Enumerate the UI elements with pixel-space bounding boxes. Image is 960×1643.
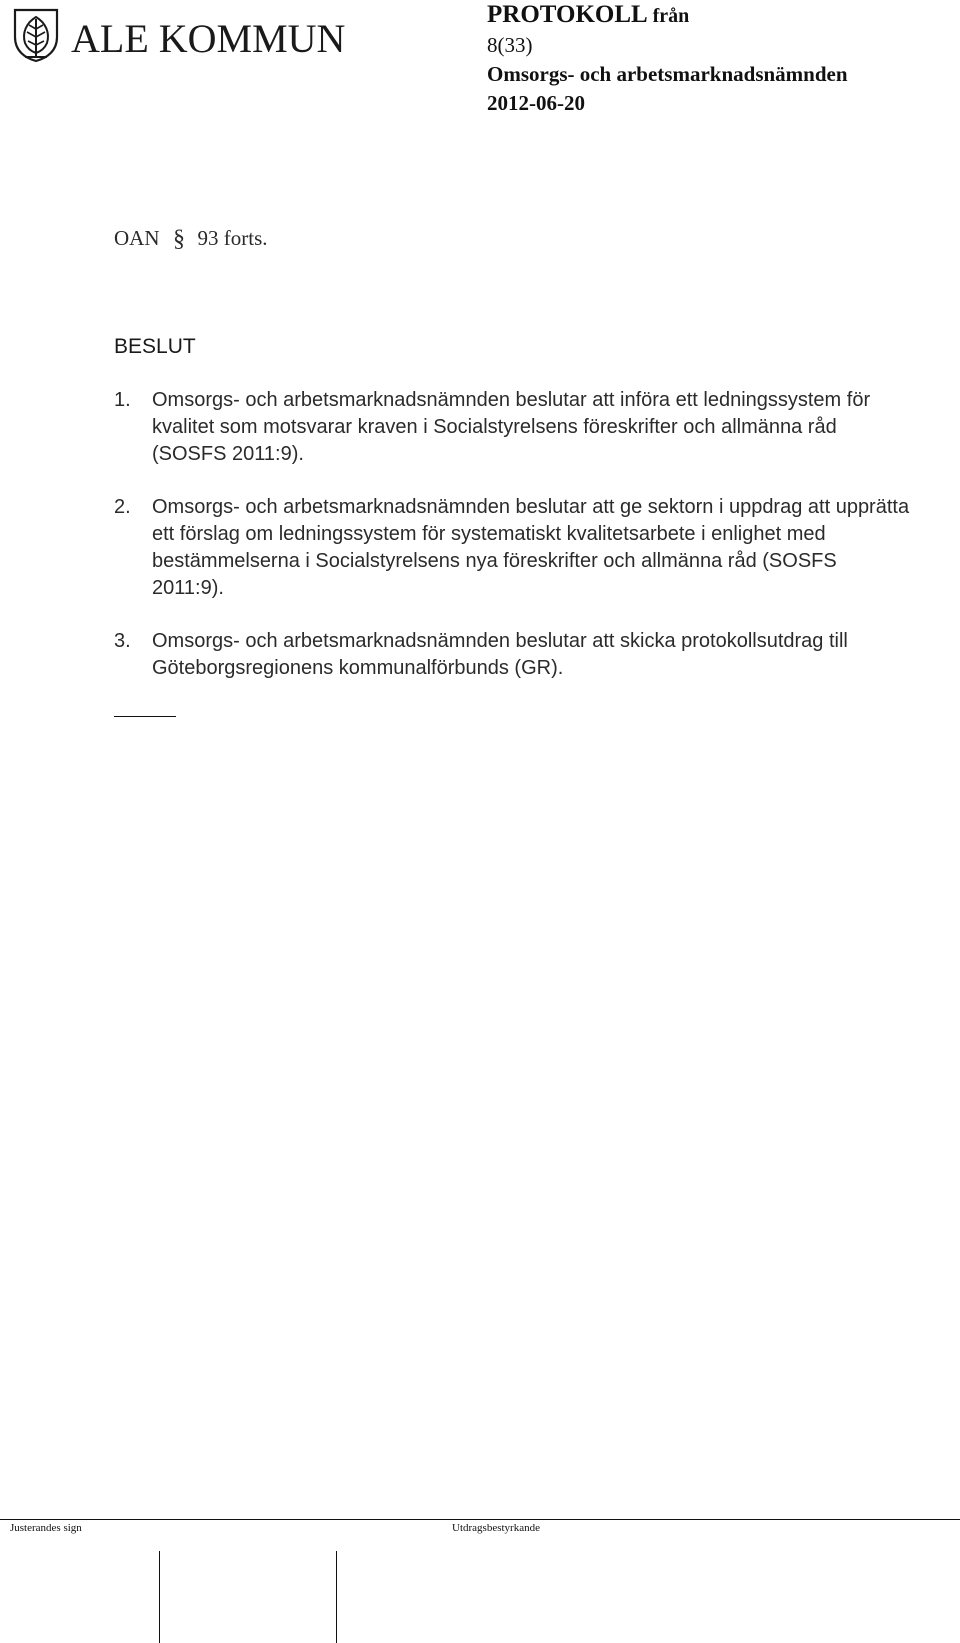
- signature-line: [336, 1551, 337, 1643]
- municipality-logo: [11, 7, 345, 63]
- title-text: PROTOKOLL: [487, 1, 647, 28]
- leaf-shield-icon: [11, 7, 61, 63]
- decision-number: 3.: [114, 630, 131, 652]
- svg-text:§: §: [172, 226, 185, 252]
- protocol-header: [487, 0, 848, 118]
- section-reference: [114, 224, 268, 252]
- signature-line: [159, 1551, 160, 1643]
- logo-text: ALE KOMMUN: [71, 16, 346, 61]
- section-prefix: OAN: [114, 225, 160, 250]
- footer-divider: [0, 1519, 960, 1520]
- decision-text: Omsorgs- och arbetsmarknadsnämnden beslutar att införa ett ledningssystem för kvalitet som motsvarar kraven i Socialstyrelsens föreskrifter och allmänna råd (SOSFS 2011:9).: [152, 389, 871, 465]
- section-sign-icon: [170, 224, 188, 252]
- decision-number: 1.: [114, 389, 131, 411]
- committee-name: Omsorgs- och arbetsmarknadsnämnden: [487, 62, 848, 86]
- title-suffix: från: [652, 5, 690, 27]
- decision-number: 2.: [114, 496, 131, 518]
- decision-item: [114, 628, 914, 682]
- end-divider: [114, 716, 176, 717]
- page-number: 8(33): [487, 33, 533, 57]
- document-title: [487, 0, 848, 31]
- decision-text: Omsorgs- och arbetsmarknadsnämnden beslutar att ge sektorn i uppdrag att upprätta ett förslag om ledningssystem för systematiskt kvalitetsarbete i enlighet med bestämmelserna i Socialstyrelsens nya föreskrifter och allmänna råd (SOSFS 2011:9).: [152, 496, 910, 599]
- justerandes-sign-label: Justerandes sign: [10, 1522, 82, 1534]
- decision-item: [114, 494, 914, 602]
- decision-item: [114, 387, 914, 468]
- section-number: 93 forts.: [197, 225, 268, 250]
- decision-text: Omsorgs- och arbetsmarknadsnämnden beslutar att skicka protokollsutdrag till Göteborgsregionens kommunalförbunds (GR).: [152, 630, 848, 679]
- decision-heading: BESLUT: [114, 335, 196, 358]
- decision-list: [114, 387, 914, 708]
- meeting-date: 2012-06-20: [487, 91, 585, 115]
- utdragsbestyrkande-label: Utdragsbestyrkande: [452, 1522, 540, 1534]
